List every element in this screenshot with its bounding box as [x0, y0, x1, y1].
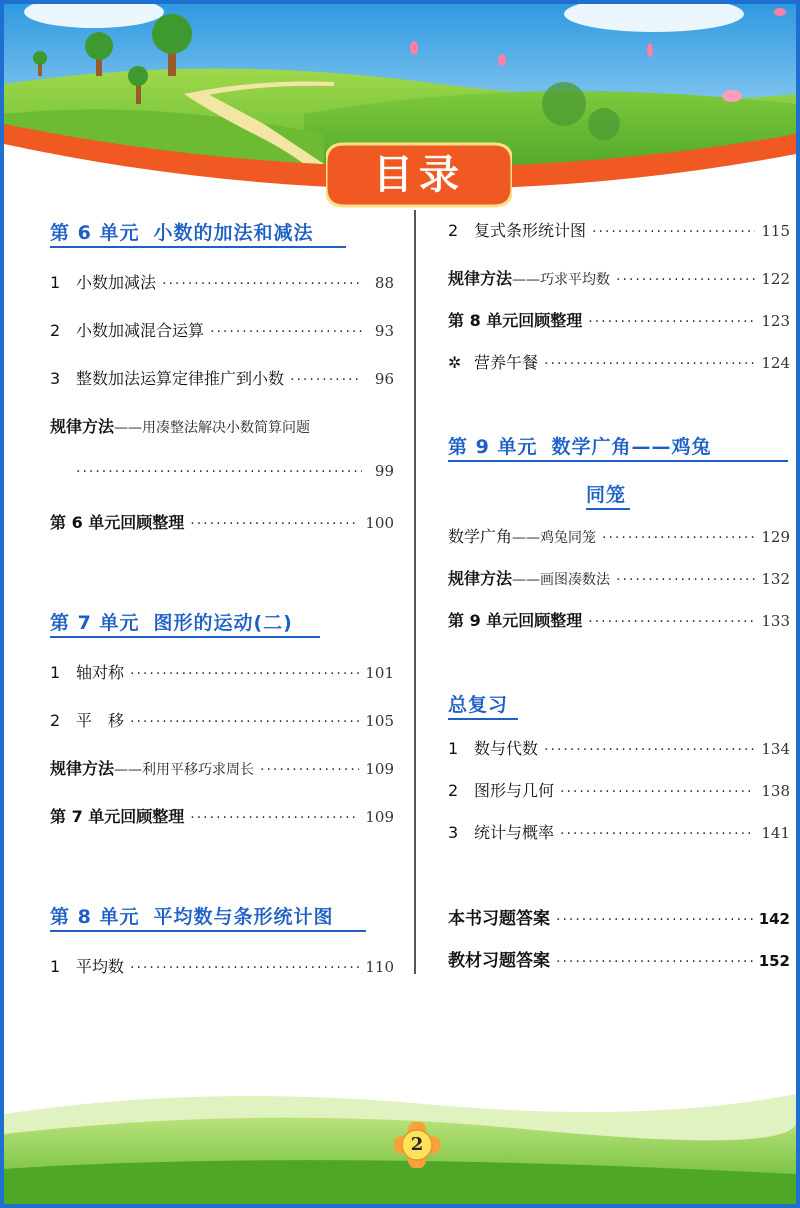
toc-entry-answers[interactable]: 本书习题答案 ····· 142: [448, 904, 790, 929]
page-ref: 96: [374, 370, 394, 388]
toc-entry-review[interactable]: 第 9 单元回顾整理 ····· 133: [448, 608, 790, 631]
page-ref: 124: [761, 354, 790, 372]
toc-entry[interactable]: 3 统计与概率 ····· 141: [448, 820, 790, 843]
toc-entry[interactable]: 2 复式条形统计图 ····· 115: [448, 218, 790, 241]
review-heading: [448, 690, 508, 717]
page-ref: 134: [761, 740, 790, 758]
unit-title: 数学广角——鸡兔: [551, 436, 712, 458]
page-number: 2: [410, 1134, 424, 1155]
unit-number: 第 7 单元: [50, 612, 140, 634]
page-ref: 101: [365, 664, 394, 682]
page-ref: 105: [365, 712, 394, 730]
unit-6-heading: [50, 218, 313, 245]
page-ref: 93: [374, 322, 394, 340]
toc-entry[interactable]: 2 图形与几何 ····· 138: [448, 778, 790, 801]
toc-entry-method[interactable]: 规律方法 —— 画图凑数法 ····· 132: [448, 566, 790, 589]
page-ref: 132: [761, 570, 790, 588]
column-divider: [414, 210, 416, 974]
page-ref: 141: [761, 824, 790, 842]
toc-entry-method[interactable]: 规律方法 —— 利用平移巧求周长 ····· 109: [50, 756, 394, 779]
asterisk-icon: ✲: [448, 353, 462, 372]
page-ref: 110: [365, 958, 394, 976]
unit-title-continued: 同笼: [586, 484, 627, 506]
review-title: 总复习: [448, 694, 509, 716]
page-ref: 109: [365, 808, 394, 826]
unit-8-heading: [50, 902, 333, 929]
unit-9-heading-line2: [586, 480, 626, 507]
toc-entry-continued[interactable]: [50, 462, 394, 480]
page-ref: 152: [758, 952, 790, 970]
unit-title: 平均数与条形统计图: [153, 906, 334, 928]
page-ref: 115: [761, 222, 790, 240]
toc-entry[interactable]: 1 轴对称 ····· 101: [50, 660, 394, 683]
page-ref: 100: [365, 514, 394, 532]
page-ref: 129: [761, 528, 790, 546]
page-ref: 133: [761, 612, 790, 630]
page-title: 目录: [373, 152, 465, 198]
unit-9-heading: [448, 432, 790, 459]
unit-title: 小数的加法和减法: [153, 222, 314, 244]
page-ref: 138: [761, 782, 790, 800]
toc-entry[interactable]: 2 平 移 ····· 105: [50, 708, 394, 731]
toc-entry[interactable]: 数学广角 —— 鸡兔同笼 ····· 129: [448, 524, 790, 547]
toc-entry-review[interactable]: 第 6 单元回顾整理 ····· 100: [50, 510, 394, 533]
page-ref: 88: [374, 274, 394, 292]
toc-entry[interactable]: 2 小数加减混合运算 ····· 93: [50, 318, 394, 341]
page-ref: 123: [761, 312, 790, 330]
page-ref: 122: [761, 270, 790, 288]
toc-entry-review[interactable]: 第 8 单元回顾整理 ····· 123: [448, 308, 790, 331]
toc-entry-extra[interactable]: ✲ 营养午餐 ····· 124: [448, 350, 790, 373]
page-ref: 142: [758, 910, 790, 928]
toc-entry-answers[interactable]: 教材习题答案 ····· 152: [448, 946, 790, 971]
toc-entry-method[interactable]: 规律方法 —— 用凑整法解决小数简算问题: [50, 417, 311, 436]
page-ref: 109: [365, 760, 394, 778]
toc-entry[interactable]: 1 平均数 ····· 110: [50, 954, 394, 977]
unit-number: 第 6 单元: [50, 222, 140, 244]
toc-entry-review[interactable]: 第 7 单元回顾整理 ····· 109: [50, 804, 394, 827]
toc-entry[interactable]: 1 小数加减法 ····· 88: [50, 270, 394, 293]
unit-7-heading: [50, 608, 293, 635]
page-ref: 99: [374, 462, 394, 480]
unit-title: 图形的运动(二): [153, 612, 293, 634]
unit-number: 第 8 单元: [50, 906, 140, 928]
toc-entry-method[interactable]: 规律方法 —— 巧求平均数 ····· 122: [448, 266, 790, 289]
toc-entry[interactable]: 1 数与代数 ····· 134: [448, 736, 790, 759]
toc-entry[interactable]: 3 整数加法运算定律推广到小数 ····· 96: [50, 366, 394, 389]
unit-number: 第 9 单元: [448, 436, 538, 458]
